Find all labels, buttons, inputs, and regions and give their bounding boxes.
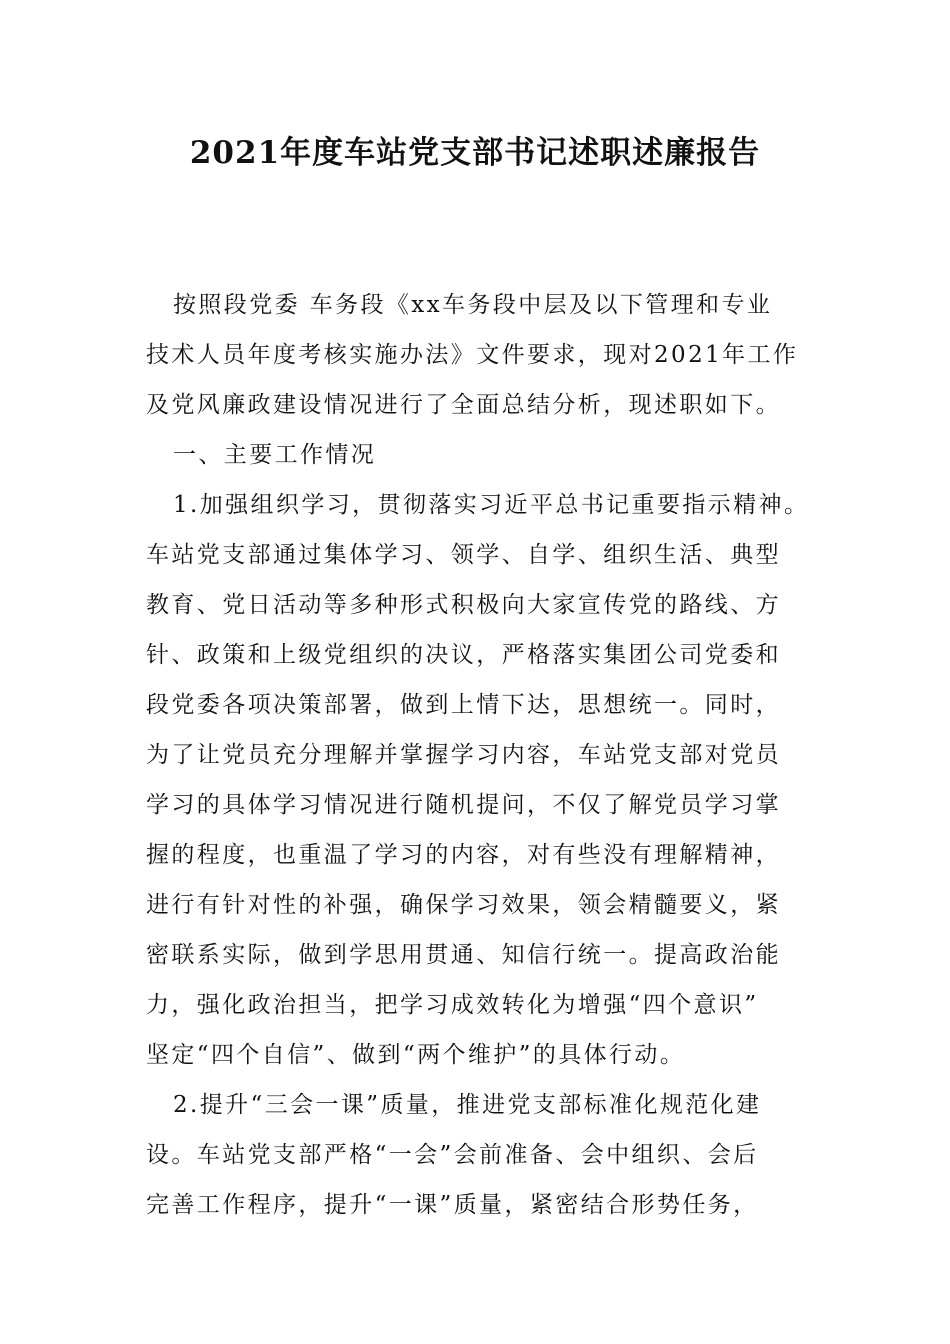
body-line: 技术人员年度考核实施办法》文件要求，现对2021年工作 bbox=[146, 342, 799, 368]
body-line: 力，强化政治担当，把学习成效转化为增强“四个意识” bbox=[146, 992, 759, 1018]
document-title: 2021年度车站党支部书记述职述廉报告 bbox=[189, 135, 761, 171]
body-line: 段党委各项决策部署，做到上情下达，思想统一。同时， bbox=[146, 692, 781, 718]
body-line: 一、主要工作情况 bbox=[173, 442, 377, 468]
body-line: 按照段党委 车务段《xx车务段中层及以下管理和专业 bbox=[173, 292, 773, 318]
body-line: 教育、党日活动等多种形式积极向大家宣传党的路线、方 bbox=[146, 592, 781, 618]
body-line: 2.提升“三会一课”质量，推进党支部标准化规范化建 bbox=[173, 1092, 762, 1118]
body-line: 为了让党员充分理解并掌握学习内容，车站党支部对党员 bbox=[146, 742, 781, 768]
body-line: 密联系实际，做到学思用贯通、知信行统一。提高政治能 bbox=[146, 942, 781, 968]
body-line: 握的程度，也重温了学习的内容，对有些没有理解精神， bbox=[146, 842, 781, 868]
body-line: 1.加强组织学习，贯彻落实习近平总书记重要指示精神。 bbox=[173, 492, 810, 518]
document-body bbox=[146, 280, 826, 1230]
body-line: 设。车站党支部严格“一会”会前准备、会中组织、会后 bbox=[146, 1142, 759, 1168]
body-line: 坚定“四个自信”、做到“两个维护”的具体行动。 bbox=[146, 1042, 686, 1068]
body-line: 及党风廉政建设情况进行了全面总结分析，现述职如下。 bbox=[146, 392, 781, 418]
body-line: 学习的具体学习情况进行随机提问，不仅了解党员学习掌 bbox=[146, 792, 781, 818]
body-line: 车站党支部通过集体学习、领学、自学、组织生活、典型 bbox=[146, 542, 781, 568]
body-line: 完善工作程序，提升“一课”质量，紧密结合形势任务， bbox=[146, 1192, 759, 1218]
body-line: 进行有针对性的补强，确保学习效果，领会精髓要义，紧 bbox=[146, 892, 781, 918]
body-line: 针、政策和上级党组织的决议，严格落实集团公司党委和 bbox=[146, 642, 781, 668]
